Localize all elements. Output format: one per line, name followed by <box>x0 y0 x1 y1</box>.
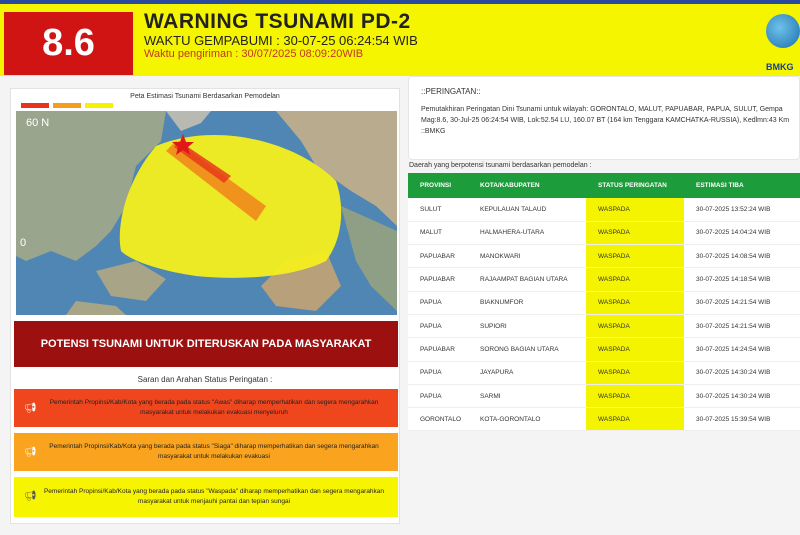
cell-estimasi: 30-07-2025 14:18:54 WIB <box>684 268 800 291</box>
bmkg-globe-icon <box>766 14 800 48</box>
cell-provinsi: PAPUA <box>408 361 468 384</box>
table-row <box>408 221 800 244</box>
cell-status: WASPADA <box>586 384 684 407</box>
magnitude-badge: 8.6 <box>4 12 133 75</box>
table-row <box>408 338 800 361</box>
cell-estimasi: 30-07-2025 14:30:24 WIB <box>684 384 800 407</box>
daerah-title: Daerah yang berpotensi tsunami berdasarkan pemodelan : <box>409 162 592 169</box>
peringatan-title: ::PERINGATAN:: <box>421 87 481 96</box>
col-status: STATUS PERINGATAN <box>586 173 684 198</box>
map-title: Peta Estimasi Tsunami Berdasarkan Pemodelan <box>130 93 280 100</box>
table-row <box>408 408 800 431</box>
send-time: Waktu pengiriman : 30/07/2025 08:09:20WIB <box>144 48 364 60</box>
cell-kota: SORONG BAGIAN UTARA <box>468 338 586 361</box>
cell-kota: KOTA-GORONTALO <box>468 408 586 431</box>
table-row <box>408 361 800 384</box>
table-header-row <box>408 173 800 198</box>
megaphone-icon: 📢︎ <box>24 447 37 458</box>
cell-kota: RAJAAMPAT BAGIAN UTARA <box>468 268 586 291</box>
bmkg-logo <box>766 14 800 74</box>
cell-kota: HALMAHERA-UTARA <box>468 221 586 244</box>
cell-status: WASPADA <box>586 291 684 314</box>
map-legend <box>21 103 113 108</box>
cell-status: WASPADA <box>586 314 684 337</box>
table-row <box>408 384 800 407</box>
advisory-waspada-text: Pemerintah Propinsi/Kab/Kota yang berada pada status "Waspada" diharap memperhatikan dan segera mengarahkan masyarakat untuk menjauhi pantai dan tepian sungai <box>43 488 385 505</box>
col-estimasi: ESTIMASI TIBA <box>684 173 800 198</box>
cell-estimasi: 30-07-2025 14:04:24 WIB <box>684 221 800 244</box>
cell-status: WASPADA <box>586 338 684 361</box>
cell-provinsi: GORONTALO <box>408 408 468 431</box>
advisory-siaga <box>14 433 398 471</box>
cell-status: WASPADA <box>586 245 684 268</box>
cell-provinsi: MALUT <box>408 221 468 244</box>
cell-status: WASPADA <box>586 198 684 221</box>
warning-title: WARNING TSUNAMI PD-2 <box>144 10 411 33</box>
cell-status: WASPADA <box>586 268 684 291</box>
megaphone-icon: 📢︎ <box>24 491 37 502</box>
advisory-siaga-text: Pemerintah Propinsi/Kab/Kota yang berada pada status "Siaga" diharap memperhatikan dan segera mengarahkan masyarakat untuk melakukan evakuasi <box>49 443 379 460</box>
cell-status: WASPADA <box>586 361 684 384</box>
advisory-awas <box>14 389 398 427</box>
cell-estimasi: 30-07-2025 13:52:24 WIB <box>684 198 800 221</box>
cell-estimasi: 30-07-2025 15:39:54 WIB <box>684 408 800 431</box>
cell-status: WASPADA <box>586 408 684 431</box>
col-kota: KOTA/KABUPATEN <box>468 173 586 198</box>
cell-kota: BIAKNUMFOR <box>468 291 586 314</box>
cell-kota: SUPIORI <box>468 314 586 337</box>
tsunami-map[interactable] <box>16 111 397 315</box>
gempa-time: WAKTU GEMPABUMI : 30-07-25 06:24:54 WIB <box>144 33 418 48</box>
legend-siaga <box>53 103 81 108</box>
cell-status: WASPADA <box>586 221 684 244</box>
potensi-banner: POTENSI TSUNAMI UNTUK DITERUSKAN PADA MASYARAKAT <box>14 321 398 367</box>
cell-kota: KEPULAUAN TALAUD <box>468 198 586 221</box>
cell-kota: JAYAPURA <box>468 361 586 384</box>
warning-table <box>408 173 800 431</box>
col-provinsi: PROVINSI <box>408 173 468 198</box>
legend-waspada <box>85 103 113 108</box>
tsunami-map-svg <box>16 111 397 315</box>
map-label-0: 0 <box>20 237 27 249</box>
bmkg-logo-text: BMKG <box>766 62 794 72</box>
warning-header <box>0 0 800 76</box>
cell-provinsi: SULUT <box>408 198 468 221</box>
cell-estimasi: 30-07-2025 14:21:54 WIB <box>684 291 800 314</box>
table-row <box>408 314 800 337</box>
cell-kota: MANOKWARI <box>468 245 586 268</box>
cell-provinsi: PAPUA <box>408 291 468 314</box>
cell-estimasi: 30-07-2025 14:21:54 WIB <box>684 314 800 337</box>
table-row <box>408 268 800 291</box>
cell-provinsi: PAPUABAR <box>408 338 468 361</box>
advisory-awas-text: Pemerintah Propinsi/Kab/Kota yang berada pada status "Awas" diharap memperhatikan dan segera mengarahkan masyarakat untuk melakukan evakuasi menyeluruh <box>49 399 379 416</box>
table-row <box>408 198 800 221</box>
table-row <box>408 245 800 268</box>
cell-kota: SARMI <box>468 384 586 407</box>
cell-estimasi: 30-07-2025 14:24:54 WIB <box>684 338 800 361</box>
cell-provinsi: PAPUABAR <box>408 268 468 291</box>
map-label-60n: 60 N <box>26 117 50 129</box>
legend-awas <box>21 103 49 108</box>
peringatan-panel <box>408 76 800 160</box>
saran-title: Saran dan Arahan Status Peringatan : <box>137 375 273 384</box>
cell-estimasi: 30-07-2025 14:30:24 WIB <box>684 361 800 384</box>
cell-provinsi: PAPUABAR <box>408 245 468 268</box>
advisory-waspada <box>14 477 398 517</box>
megaphone-icon: 📢︎ <box>24 403 37 414</box>
table-row <box>408 291 800 314</box>
cell-provinsi: PAPUA <box>408 384 468 407</box>
cell-provinsi: PAPUA <box>408 314 468 337</box>
cell-estimasi: 30-07-2025 14:08:54 WIB <box>684 245 800 268</box>
left-panel <box>10 88 400 524</box>
peringatan-text: Pemutakhiran Peringatan Dini Tsunami untuk wilayah: GORONTALO, MALUT, PAPUABAR, PAPUA, SULUT, Gempa Mag:8.6, 30-Jul-25 06:24:54 WIB, Lok:52.54 LU, 160.07 BT (164 km Tenggara KAMCHATKA-RUSSIA), Kedlmn:43 Km ::BMKG <box>421 106 790 135</box>
